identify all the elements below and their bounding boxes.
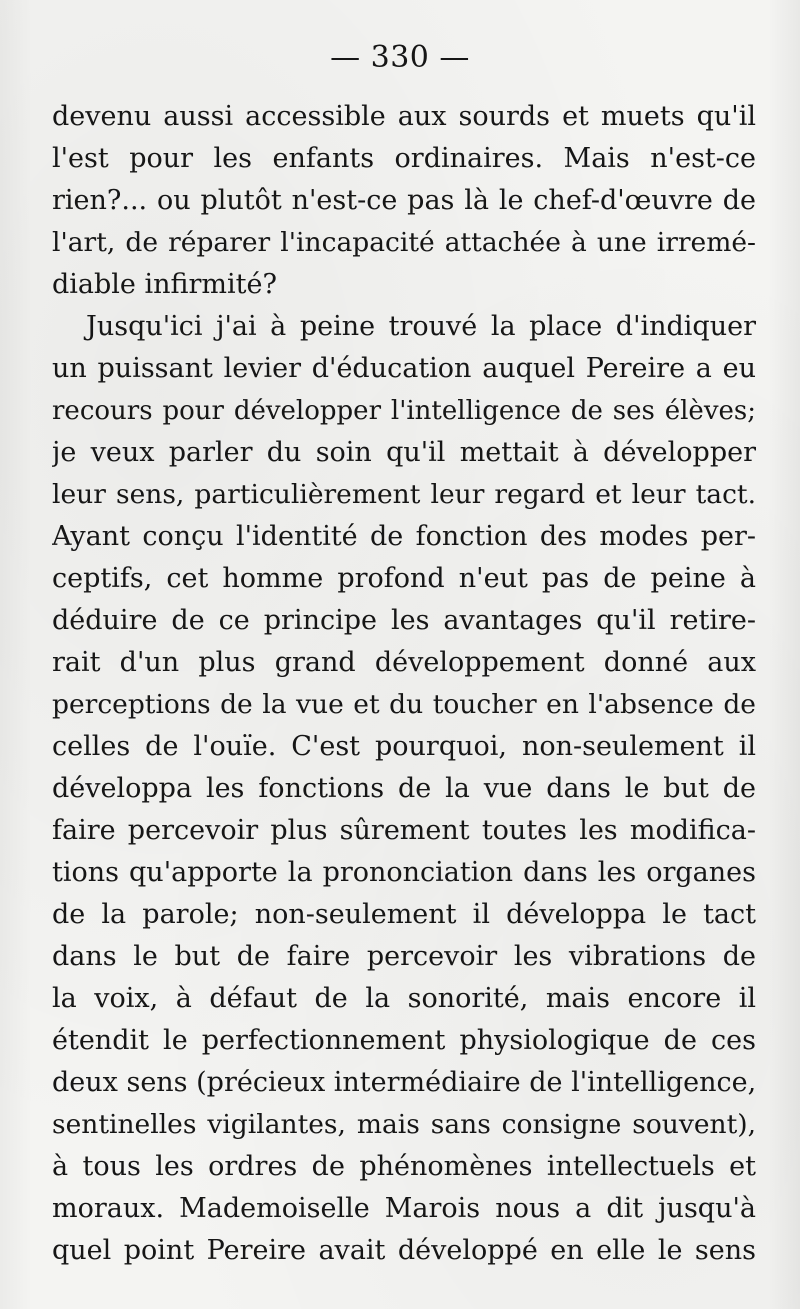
text-line: perceptions de la vue et du toucher en l'absence de — [52, 689, 756, 720]
text-line: développa les fonctions de la vue dans le but de — [52, 773, 756, 804]
text-line: l'est pour les enfants ordinaires. Mais n'est-ce — [52, 143, 756, 174]
text-line: rait d'un plus grand développement donné aux — [52, 647, 756, 678]
text-line: un puissant levier d'éducation auquel Pereire a eu — [52, 353, 756, 384]
text-line: dans le but de faire percevoir les vibrations de — [52, 941, 756, 972]
text-line: de la parole; non-seulement il développa le tact — [52, 899, 756, 930]
text-line: devenu aussi accessible aux sourds et muets qu'il — [52, 101, 756, 132]
page-number: — 330 — — [330, 40, 470, 75]
text-line: rien?... ou plutôt n'est-ce pas là le chef-d'œuvre de — [52, 185, 756, 216]
text-line: je veux parler du soin qu'il mettait à développer — [52, 437, 756, 468]
text-line: deux sens (précieux intermédiaire de l'intelligence, — [52, 1067, 756, 1098]
text-line: à tous les ordres de phénomènes intellectuels et — [52, 1151, 756, 1182]
text-line: Jusqu'ici j'ai à peine trouvé la place d'indiquer — [86, 311, 756, 342]
text-line: la voix, à défaut de la sonorité, mais encore il — [52, 983, 756, 1014]
text-line: Ayant conçu l'identité de fonction des modes per- — [52, 521, 756, 552]
text-line: diable infirmité? — [52, 269, 277, 300]
text-line: étendit le perfectionnement physiologique de ces — [52, 1025, 756, 1056]
body-text — [52, 96, 756, 1272]
text-line: faire percevoir plus sûrement toutes les modifica- — [52, 815, 756, 846]
text-line: quel point Pereire avait développé en elle le sens — [52, 1235, 756, 1266]
text-line: tions qu'apporte la prononciation dans les organes — [52, 857, 756, 888]
text-line: moraux. Mademoiselle Marois nous a dit jusqu'à — [52, 1193, 756, 1224]
text-line: sentinelles vigilantes, mais sans consigne souvent), — [52, 1109, 756, 1140]
text-line: ceptifs, cet homme profond n'eut pas de peine à — [52, 563, 756, 594]
text-line: l'art, de réparer l'incapacité attachée à une irremé- — [52, 227, 756, 258]
text-line: celles de l'ouïe. C'est pourquoi, non-seulement il — [52, 731, 756, 762]
text-line: recours pour développer l'intelligence de ses élèves; — [52, 396, 756, 426]
text-line: déduire de ce principe les avantages qu'il retire- — [52, 605, 756, 636]
text-line: leur sens, particulièrement leur regard et leur tact. — [52, 479, 756, 510]
